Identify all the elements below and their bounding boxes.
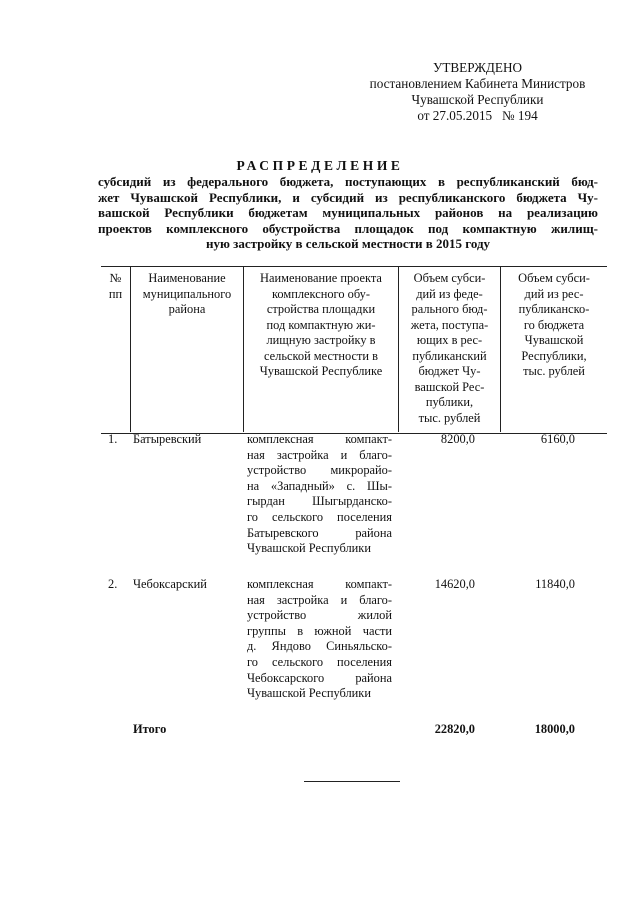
row-2-district: Чебоксарский: [133, 577, 207, 591]
subtitle-line: вашской Республики бюджетам муниципальных районов на реализацию: [98, 205, 598, 221]
row-2-federal: 14620,0: [434, 577, 475, 591]
header-project: Наименование проекта комплексного обу- стройства площадки под компактную жи- лищную застройку в сельской местности в Чувашской Республике: [259, 271, 383, 378]
row-2-number: 2.: [108, 577, 118, 591]
header-district: Наименование муниципального района: [142, 271, 232, 316]
subtitle-line: ную застройку в сельской местности в 2015 году: [205, 236, 491, 252]
approval-republic: Чувашской Республики: [411, 92, 544, 107]
subtitle-line: жет Чувашской Республики, и субсидий из республиканского бюджета Чу-: [98, 189, 598, 205]
approval-date-number: от 27.05.2015 № 194: [417, 108, 538, 123]
row-1-number: 1.: [108, 432, 118, 446]
row-2-republic: 11840,0: [535, 577, 575, 591]
total-republic: 18000,0: [534, 722, 575, 736]
header-republic-subsidy: Объем субси- дий из рес- публиканско- го бюджета Чувашской Республики, тыс. рублей: [518, 271, 590, 378]
row-2-project: комплексная компакт- ная застройка и благо- устройство жилой группы в южной части д. Яндово Синьяльско- го сельского поселения Чебоксарского района Чувашской Республики: [247, 577, 392, 701]
header-number: № пп: [108, 271, 123, 301]
header-federal-subsidy: Объем субси- дий из феде- рального бюд- жета, поступа- ющих в рес- публиканский бюджет Чу- вашской Рес- публики, тыс. рублей: [410, 271, 489, 425]
subtitle-line: проектов комплексного обустройства площадок под компактную жилищ-: [98, 220, 598, 236]
total-federal: 22820,0: [434, 722, 475, 736]
document-subtitle: [98, 174, 598, 252]
approval-title: УТВЕРЖДЕНО: [432, 60, 523, 75]
closing-divider: [304, 781, 400, 782]
subtitle-line: субсидий из федерального бюджета, поступающих в республиканский бюд-: [98, 174, 598, 189]
approval-authority: постановлением Кабинета Министров: [369, 76, 586, 91]
row-1-federal: 8200,0: [440, 432, 475, 446]
approval-block: [340, 60, 615, 124]
row-1-district: Батыревский: [133, 432, 202, 446]
total-label: Итого: [133, 722, 167, 736]
document-title: РАСПРЕДЕЛЕНИЕ: [236, 158, 404, 173]
row-1-republic: 6160,0: [540, 432, 575, 446]
row-1-project: комплексная компакт- ная застройка и благо- устройство микрорайо- на «Западный» с. Шы- гырдан Шыгырданско- го сельского поселения Батыревского района Чувашской Республики: [247, 432, 392, 556]
